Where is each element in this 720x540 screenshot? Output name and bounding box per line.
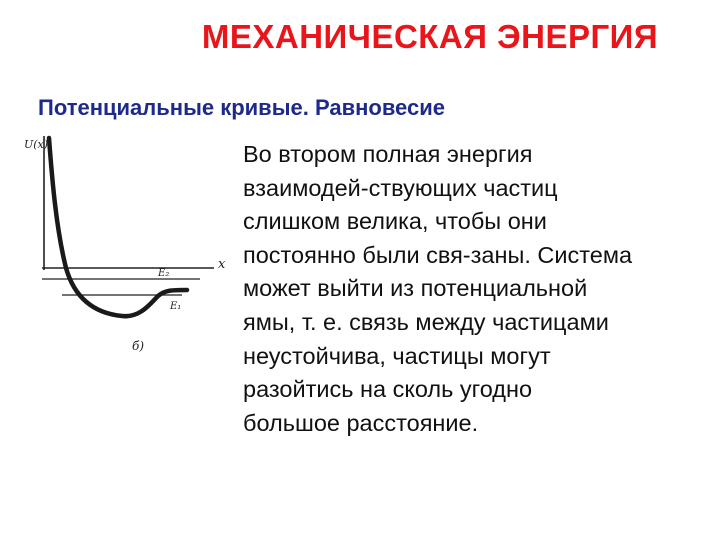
y-axis-label: U(x) xyxy=(24,138,49,151)
energy-level-lower-label: E₁ xyxy=(170,301,182,312)
body-line: разойтись на сколь угодно xyxy=(243,376,533,403)
potential-curve xyxy=(49,138,187,316)
body-line: большое расстояние. xyxy=(243,409,479,436)
body-line: постоянно были свя-заны. Система xyxy=(243,241,633,268)
figure-caption: б) xyxy=(132,339,145,353)
body-line: слишком велика, чтобы они xyxy=(243,208,547,235)
body-line: взаимодей-ствующих частиц xyxy=(243,174,558,201)
body-text xyxy=(243,138,715,440)
energy-level-upper-label: E₂ xyxy=(158,268,170,279)
potential-curve-svg xyxy=(22,128,242,368)
slide-subtitle: Потенциальные кривые. Равновесие xyxy=(38,95,445,120)
body-line: Во втором полная энергия xyxy=(243,141,533,167)
potential-curve-figure xyxy=(22,128,242,368)
body-line: неустойчива, частицы могут xyxy=(243,342,551,369)
body-line: может выйти из потенциальной xyxy=(243,275,588,302)
x-axis-label: x xyxy=(218,257,226,272)
body-line: ямы, т. е. связь между частицами xyxy=(243,308,609,335)
slide-title: МЕХАНИЧЕСКАЯ ЭНЕРГИЯ xyxy=(201,18,659,55)
